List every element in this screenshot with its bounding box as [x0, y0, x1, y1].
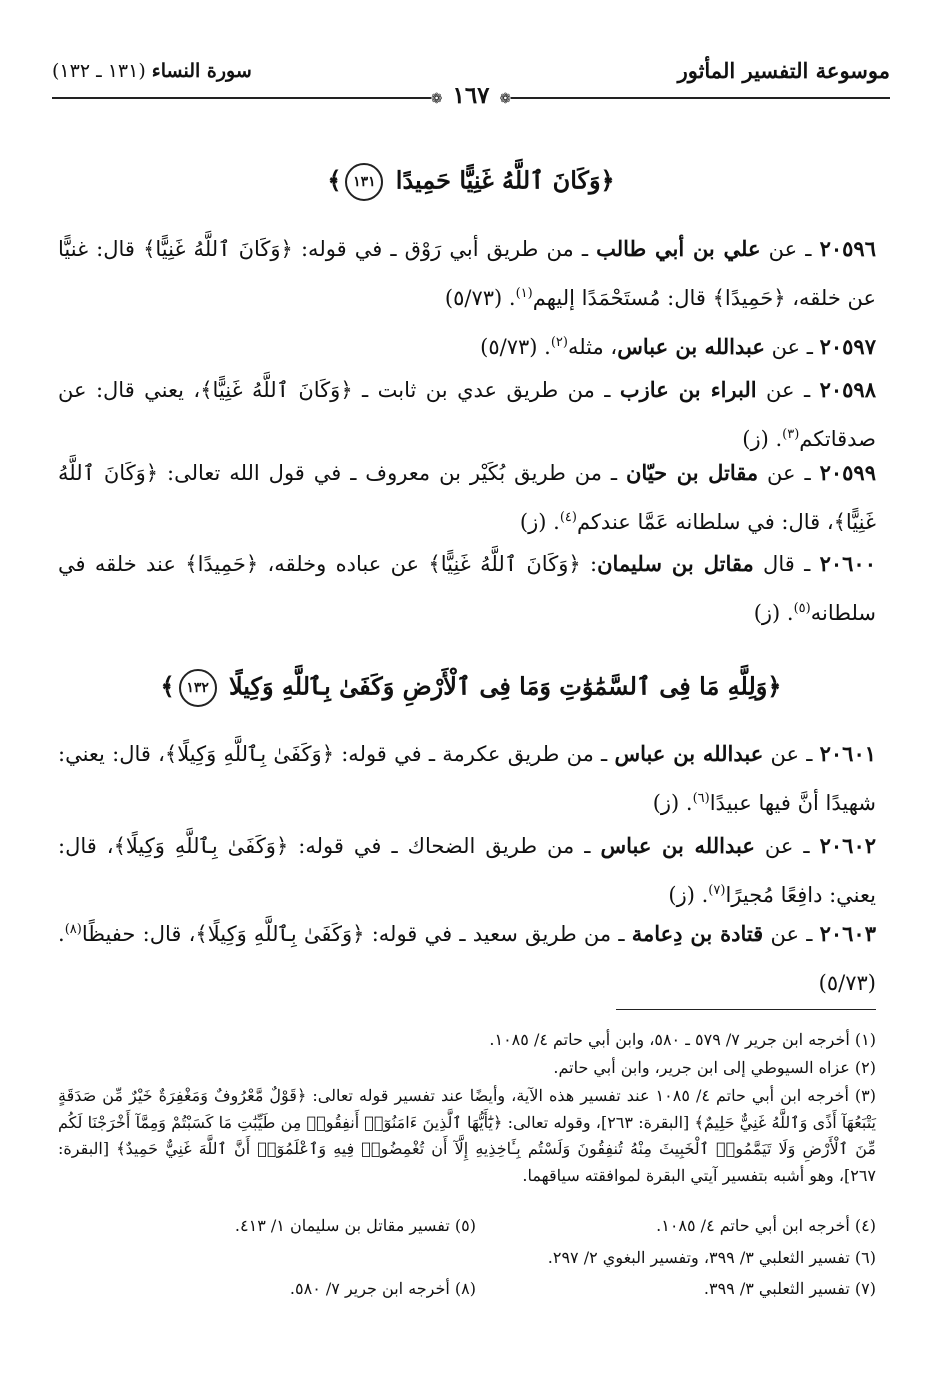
entry-source: . (٥/٧٣): [480, 335, 551, 359]
narrator-name: عبدالله بن عباس: [600, 833, 755, 858]
book-title: موسوعة التفسير المأثور: [677, 58, 890, 83]
narration-entry: [58, 821, 876, 920]
narrator-name: عبدالله بن عباس: [617, 334, 765, 359]
entry-number: ٢٠٥٩٦: [819, 236, 876, 261]
footnote-ref: (٨): [64, 922, 82, 937]
entry-source: . (ز): [519, 510, 560, 534]
entry-number: ٢٠٦٠٣: [819, 921, 876, 946]
entry-prefix: ـ عن: [763, 742, 820, 766]
entry-prefix: ـ قال: [753, 552, 820, 576]
verse-close: ﴾: [160, 671, 175, 701]
footnote-ref: (٣): [782, 427, 800, 442]
narrator-name: قتادة بن دِعامة: [631, 921, 764, 946]
entry-source: . (ز): [652, 791, 693, 815]
entry-prefix: ـ عن: [764, 335, 820, 359]
entry-number: ٢٠٦٠٠: [819, 551, 876, 576]
ornament-icon: ❁: [499, 91, 512, 107]
entry-number: ٢٠٥٩٨: [819, 377, 876, 402]
verse-text: ﴿وَلِلَّهِ مَا فِى ٱلسَّمَٰوَٰتِ وَمَا فِى ٱلْأَرْضِ وَكَفَىٰ بِٱللَّهِ وَكِيلًا: [228, 671, 782, 701]
entry-source: . (ز): [753, 601, 794, 625]
footnote-2: (٢) عزاه السيوطي إلى ابن جرير، وابن أبي حاتم.: [553, 1058, 876, 1077]
entry-text: ـ من طريق عكرمة ـ في قوله: ﴿وَكَفَىٰ بِٱللَّهِ وَكِيلًا﴾، قال: يعني: شهيدًا أنَّ فيها عبيدًا: [58, 742, 876, 815]
entry-text: ـ من طريق بُكَيْر بن معروف ـ في قول الله تعالى: ﴿وَكَانَ ٱللَّهُ غَنِيًّا﴾، قال: في سلطانه عَمَّا عندكم: [58, 461, 876, 534]
ayah-number: ١٣١: [345, 163, 383, 201]
narration-entry: [58, 448, 876, 547]
narration-entry: [58, 909, 876, 1008]
entry-prefix: ـ عن: [756, 378, 820, 402]
narration-entry: [58, 224, 876, 323]
entry-prefix: ـ عن: [754, 834, 820, 858]
narration-entry: [58, 539, 876, 638]
narrator-name: مقاتل بن سليمان: [597, 551, 754, 576]
footnote-ref: (٢): [550, 335, 568, 350]
footnote-ref: (٧): [708, 883, 726, 898]
ornament-icon: ❁: [430, 91, 443, 107]
footnote-4: (٤) أخرجه ابن أبي حاتم ٤/ ١٠٨٥.: [656, 1216, 876, 1235]
narrator-name: علي بن أبي طالب: [596, 236, 761, 261]
verse-heading: [60, 669, 882, 707]
entry-source: . (٥/٧٣): [58, 922, 876, 995]
entry-number: ٢٠٦٠١: [819, 741, 877, 766]
narration-entry: [58, 729, 876, 828]
footnote-ref: (١): [515, 286, 533, 301]
entry-source: . (٥/٧٣): [444, 286, 516, 310]
sura-name: سورة النساء: [151, 60, 252, 82]
page-header: [52, 52, 890, 109]
page-number-block: [52, 82, 890, 109]
ayah-number: ١٣٢: [179, 669, 217, 707]
footnote-separator: [616, 1009, 876, 1010]
entry-text: ، مثله: [567, 335, 618, 359]
entry-text: : ﴿وَكَانَ ٱللَّهُ غَنِيًّا﴾ عن عباده وخلقه، ﴿حَمِيدًا﴾ عند خلقه في سلطانه: [58, 552, 876, 625]
footnote-8: (٨) أخرجه ابن جرير ٧/ ٥٨٠.: [289, 1279, 476, 1298]
entry-text: ـ من طريق أبي رَوْق ـ في قوله: ﴿وَكَانَ ٱللَّهُ غَنِيًّا﴾ قال: غنيًّا عن خلقه، ﴿حَمِيدًا﴾ قال: مُستَحْمَدًا إليهم: [58, 237, 876, 310]
entry-text: ـ من طريق سعيد ـ في قوله: ﴿وَكَفَىٰ بِٱللَّهِ وَكِيلًا﴾، قال: حفيظًا: [81, 922, 632, 946]
entry-prefix: ـ عن: [760, 237, 820, 261]
verse-close: ﴾: [327, 165, 342, 195]
footnote-ref: (٥): [793, 601, 811, 616]
narrator-name: مقاتل بن حيّان: [626, 460, 759, 485]
footnote-ref: (٤): [559, 510, 577, 525]
footnote-6: (٦) تفسير الثعلبي ٣/ ٣٩٩، وتفسير البغوي ٢/ ٢٩٧.: [547, 1248, 876, 1267]
entry-source: . (ز): [668, 883, 709, 907]
sura-reference: [52, 60, 252, 82]
footnote-7: (٧) تفسير الثعلبي ٣/ ٣٩٩.: [703, 1279, 876, 1298]
verse-text: ﴿وَكَانَ ٱللَّهُ غَنِيًّا حَمِيدًا: [395, 165, 615, 195]
narrator-name: البراء بن عازب: [619, 377, 757, 402]
narrator-name: عبدالله بن عباس: [614, 741, 764, 766]
ayah-range: (١٣١ ـ ١٣٢): [52, 60, 146, 82]
footnote-3: (٣) أخرجه ابن أبي حاتم ٤/ ١٠٨٥ عند تفسير هذه الآية، وأيضًا عند تفسير قوله تعالى: ﴿قَوْلٌ مَّعْرُوفٌ وَمَغْفِرَةٌ خَيْرٌ مِّن صَدَقَةٍ يَتْبَعُهَآ أَذًى وَٱللَّهُ غَنِيٌّ حَلِيمٌ﴾ [البقرة: ٢٦٣]، وقوله تعالى: ﴿يَٰٓأَيُّهَا ٱلَّذِينَ ءَامَنُوٓا۟ أَنفِقُوا۟ مِن طَيِّبَٰتِ مَا كَسَبْتُمْ وَمِمَّآ أَخْرَجْنَا لَكُم مِّنَ ٱلْأَرْضِ وَلَا تَيَمَّمُوا۟ ٱلْخَبِيثَ مِنْهُ تُنفِقُونَ وَلَسْتُم بِـَٔاخِذِيهِ إِلَّآ أَن تُغْمِضُوا۟ فِيهِ وَٱعْلَمُوٓا۟ أَنَّ ٱللَّهَ غَنِيٌّ حَمِيدٌ﴾ [البقرة: ٢٦٧]، وهو أشبه بتفسير آيتي البقرة لموافقته سياقهما.: [58, 1086, 877, 1185]
entry-prefix: ـ عن: [763, 922, 820, 946]
entry-text: ـ من طريق الضحاك ـ في قوله: ﴿وَكَفَىٰ بِٱللَّهِ وَكِيلًا﴾، قال: يعني: دافِعًا مُجيرًا: [58, 834, 876, 907]
entry-number: ٢٠٥٩٩: [819, 460, 876, 485]
footnote-5: (٥) تفسير مقاتل بن سليمان ١/ ٤١٣.: [234, 1216, 476, 1235]
footnote-ref: (٦): [692, 791, 710, 806]
page-number: ١٦٧: [442, 82, 499, 109]
entry-text: ـ من طريق عدي بن ثابت ـ ﴿وَكَانَ ٱللَّهُ غَنِيًّا﴾، يعني قال: عن صدقاتكم: [58, 378, 876, 451]
entry-number: ٢٠٥٩٧: [819, 334, 876, 359]
entry-prefix: ـ عن: [758, 461, 820, 485]
verse-heading: [60, 163, 882, 201]
entry-number: ٢٠٦٠٢: [819, 833, 877, 858]
entry-source: . (ز): [742, 427, 783, 451]
footnote-1: (١) أخرجه ابن جرير ٧/ ٥٧٩ ـ ٥٨٠، وابن أبي حاتم ٤/ ١٠٨٥.: [489, 1030, 876, 1049]
